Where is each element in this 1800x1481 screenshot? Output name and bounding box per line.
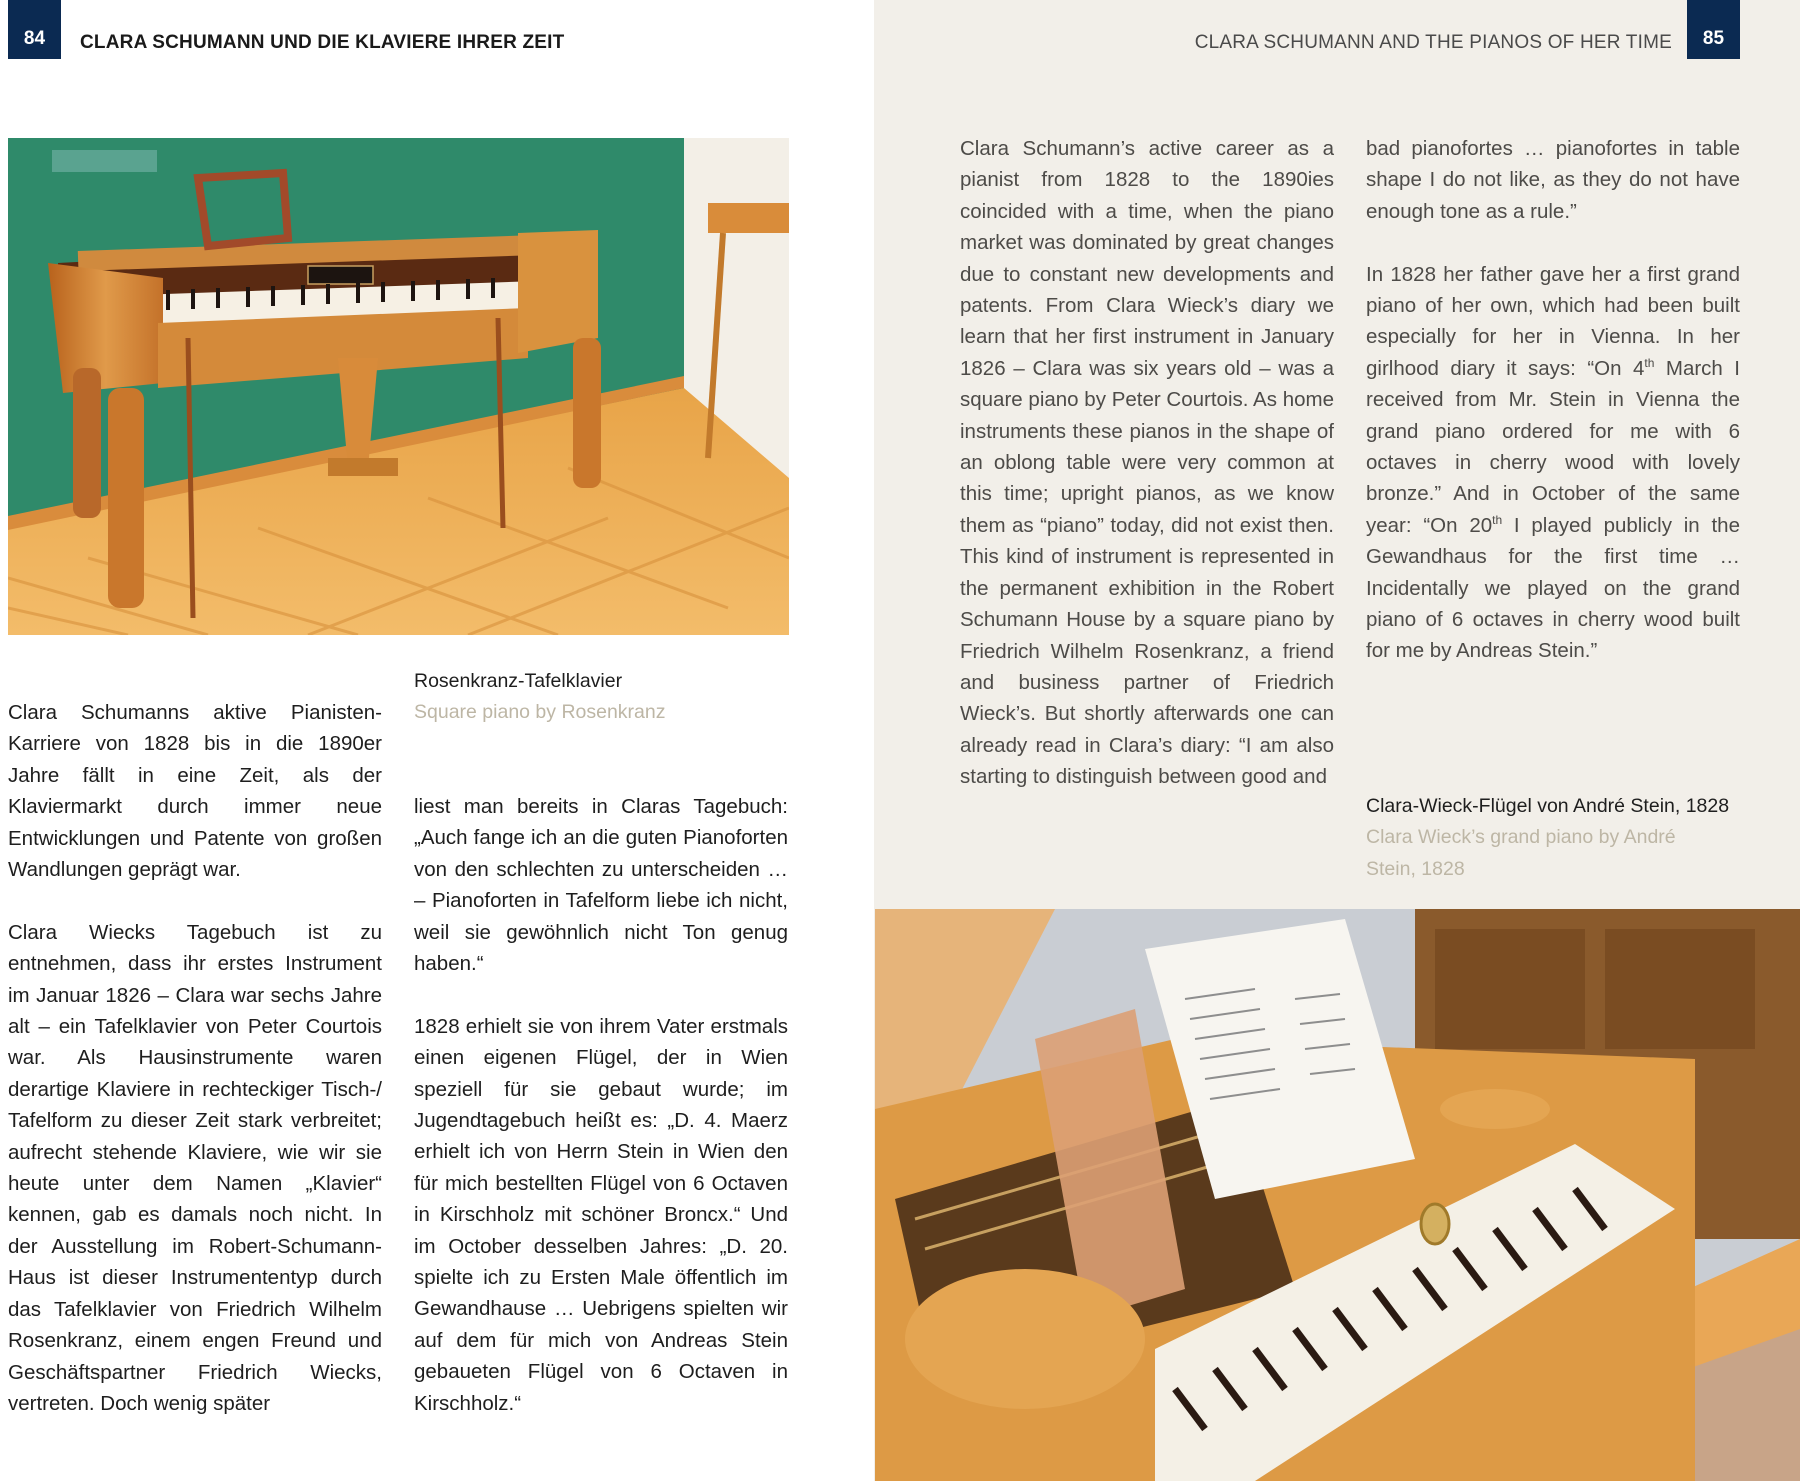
- caption-square-piano-german: Rosenkranz-Tafelklavier: [414, 670, 623, 692]
- paragraph: 1828 erhielt sie von ihrem Vater erstmals einen eigenen Flügel, der in Wien speziell für sie gebaut wurde; im Jugendtagebuch heißt es: „D. 4. Maerz erhielt ich von Herrn Stein in Wien den für mich bestellten Flügel von 6 Octaven in Kirschholz mit schöner Broncx.“ Und im October desselben Jahres: „D. 20. spielte ich zu Ersten Male öffentlich im Gewandhause … Uebrigens spielten wir auf dem für mich von Andreas Stein gebaueten Flügel von 6 Octaven in Kirschholz.“: [414, 1014, 788, 1415]
- photo-square-piano: [8, 138, 789, 635]
- piano-leg: [108, 388, 144, 608]
- paragraph: [1366, 259, 1740, 667]
- page-number-left-text: 84: [23, 28, 46, 49]
- paragraph: Clara Wiecks Tagebuch ist zu entnehmen, dass ihr erstes Instrument im Januar 1826 – Clara war sechs Jahre alt – ein Tafelklavier von Peter Courtois war. Als Hausinstrumente waren derartige Klaviere in rechteckiger Tisch-/ Tafelform zu dieser Zeit stark verbreitet; aufrecht stehende Klaviere, wie wir sie heute unter dem Namen „Klavier“ kennen, gab es damals noch nicht. In der Ausstellung im Robert-Schumann-Haus ist dieser Instrumententyp durch das Tafelklavier von Friedrich Wilhelm Rosenkranz, einem engen Freund und Geschäftspartner Friedrich Wiecks, vertreten. Doch wenig später: [8, 920, 382, 1415]
- square-piano-illustration: [8, 138, 789, 635]
- english-text-column-1: [960, 133, 1334, 793]
- paragraph: Clara Schumann’s active career as a pianist from 1828 to the 1890ies coincided with a time, when the piano market was dominated by great changes due to constant new developments and patents. From Clara Wieck’s diary we learn that her first instrument in January 1826 – Clara was six years old – was a square piano by Peter Courtois. As home instruments these pianos in the shape of an oblong table were very common at this time; upright pianos, as we know them as “piano” today, did not exist then. This kind of instrument is represented in the permanent exhibition in the Robert Schumann House by a square piano by Friedrich Wilhelm Rosenkranz, a friend and business partner of Friedrich Wieck’s. But shortly afterwards one can already read in Clara’s diary: “I am also starting to distinguish between good and: [960, 137, 1334, 789]
- text-run: I played publicly in the Gewandhaus for the first time … Incidentally we played on the grand piano of 6 octaves in cherry wood built for me by Andreas Stein.”: [1366, 513, 1740, 663]
- paragraph: Clara Schumanns aktive Pianisten-Karriere von 1828 bis in die 1890er Jahre fällt in eine Zeit, als der Klaviermarkt durch immer neue Entwicklungen und Patente von großen Wandlungen geprägt war.: [8, 701, 382, 882]
- running-head-right: CLARA SCHUMANN AND THE PIANOS OF HER TIME: [1194, 32, 1672, 53]
- grand-piano-illustration: [875, 909, 1800, 1481]
- german-text-column-2: [414, 791, 788, 1419]
- superscript: th: [1492, 513, 1503, 528]
- caption-square-piano-english: Square piano by Rosenkranz: [414, 701, 666, 724]
- wall-label: [52, 150, 157, 172]
- caption-square-piano: [414, 666, 794, 729]
- english-text-column-2: [1366, 133, 1740, 667]
- text-run: In 1828 her father gave her a first grand piano of her own, which had been built especially for her in Vienna. In her girlhood diary it says: “On 4: [1366, 262, 1740, 380]
- german-text-column-1: [8, 697, 382, 1419]
- page-number-left: [8, 0, 61, 59]
- photo-grand-piano: [875, 909, 1800, 1481]
- paragraph: bad pianofortes … pianofortes in table shape I do not like, as they do not have enough tone as a rule.”: [1366, 137, 1740, 223]
- page-number-right: [1687, 0, 1740, 59]
- caption-grand-piano-german: Clara-Wieck-Flügel von André Stein, 1828: [1366, 795, 1730, 817]
- running-head-left: CLARA SCHUMANN UND DIE KLAVIERE IHRER ZEIT: [80, 32, 565, 53]
- superscript: th: [1644, 356, 1655, 370]
- caption-grand-piano: [1366, 791, 1756, 885]
- maker-plaque: [1421, 1204, 1449, 1244]
- candle-shelf: [905, 1269, 1145, 1409]
- page-number-right-text: 85: [1702, 28, 1725, 49]
- text-run: March I received from Mr. Stein in Vienna the grand piano ordered for me with 6 octaves in cherry wood with lovely bronze.” And in October of the same year: “On 20: [1366, 356, 1740, 537]
- caption-grand-piano-english: Clara Wieck’s grand piano by André Stein, 1828: [1366, 826, 1676, 880]
- paragraph: liest man bereits in Claras Tagebuch: „Auch fange ich an die guten Pianoforten von den schlechten zu unterscheiden … – Pianoforten in Tafelform liebe ich nicht, weil sie gewöhnlich nicht Ton genug haben.“: [414, 795, 788, 976]
